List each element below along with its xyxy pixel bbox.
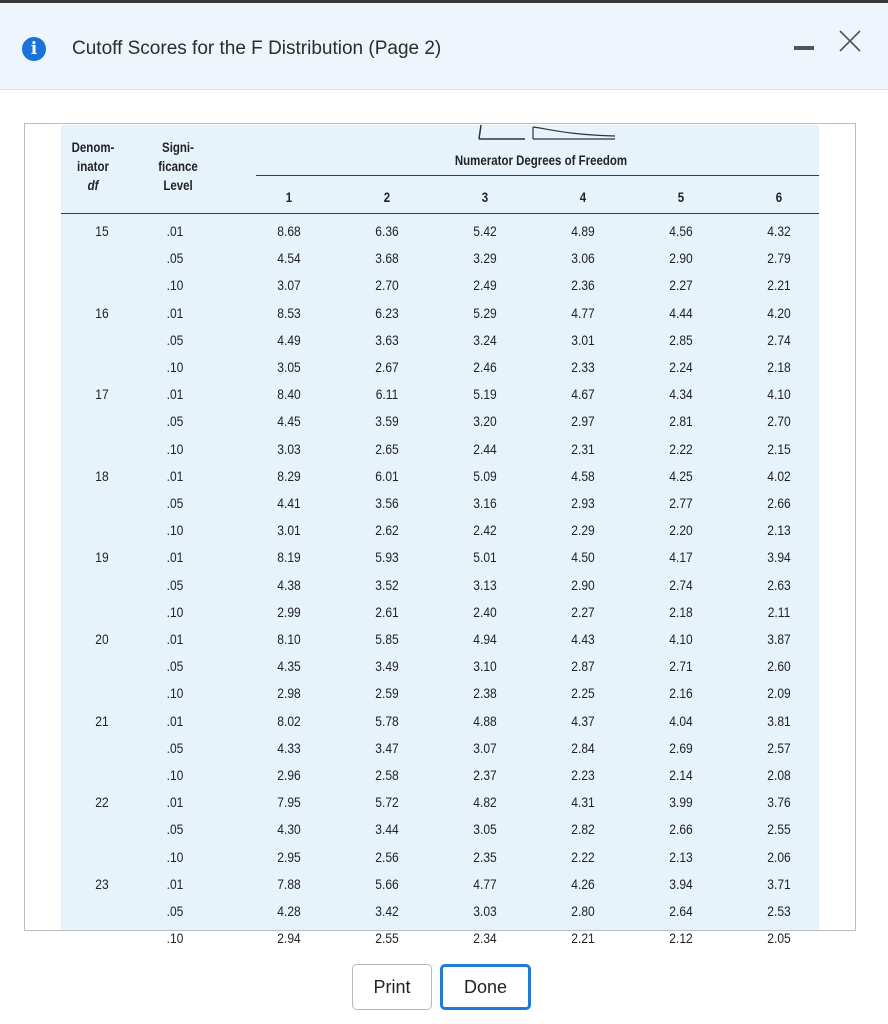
f-cutoff-value: 2.97 [571,413,595,430]
f-cutoff-value: 2.34 [473,930,497,947]
significance-level-cell: .01 [166,875,184,892]
numerator-column-header: 5 [677,189,685,205]
f-cutoff-value: 2.56 [375,848,399,865]
f-cutoff-value: 5.01 [473,549,497,566]
f-cutoff-value: 6.01 [375,467,399,484]
f-cutoff-value: 2.08 [767,767,791,783]
numerator-column-header: 2 [383,189,391,205]
f-cutoff-value: 2.87 [571,658,595,675]
f-cutoff-value: 3.05 [473,821,497,838]
f-cutoff-value: 3.42 [375,903,399,919]
f-cutoff-value: 2.05 [767,930,791,947]
denominator-df-cell: 17 [95,386,109,403]
f-cutoff-value: 2.99 [277,603,301,620]
f-cutoff-value: 2.80 [571,903,595,919]
significance-level-cell: .05 [166,903,184,919]
f-cutoff-value: 3.03 [277,440,301,457]
f-cutoff-value: 2.70 [375,277,399,294]
significance-level-cell: .10 [166,603,184,620]
f-cutoff-value: 2.11 [767,603,791,620]
f-cutoff-value: 2.96 [277,767,301,783]
f-cutoff-value: 2.23 [571,767,595,783]
f-cutoff-value: 4.82 [473,794,497,811]
f-cutoff-value: 2.18 [669,603,693,620]
close-icon [834,25,866,57]
f-cutoff-value: 2.62 [375,522,399,539]
f-cutoff-value: 2.09 [767,685,791,702]
f-cutoff-value: 4.56 [669,223,693,239]
f-cutoff-value: 3.56 [375,495,399,511]
significance-level-cell: .10 [166,930,184,947]
f-cutoff-value: 2.12 [669,930,693,947]
f-cutoff-value: 2.31 [571,440,595,457]
print-button[interactable]: Print [352,964,432,1010]
f-cutoff-value: 3.87 [767,631,791,647]
f-cutoff-value: 4.49 [277,331,301,348]
f-cutoff-value: 3.01 [571,331,595,348]
f-cutoff-value: 3.47 [375,739,399,756]
f-cutoff-value: 2.35 [473,848,497,865]
f-cutoff-value: 2.22 [571,848,595,865]
significance-level-cell: .01 [166,386,184,403]
significance-level-cell: .10 [166,522,184,539]
f-cutoff-value: 2.98 [277,685,301,702]
f-cutoff-value: 2.64 [669,903,693,919]
close-button[interactable] [834,25,866,57]
significance-level-cell: .01 [166,304,184,321]
f-cutoff-value: 4.33 [277,739,301,756]
significance-level-cell: .01 [166,223,184,239]
significance-level-cell: .05 [166,495,184,511]
f-cutoff-value: 2.49 [473,277,497,294]
f-cutoff-value: 3.29 [473,250,497,267]
f-cutoff-value: 4.26 [571,875,595,892]
f-cutoff-value: 5.66 [375,875,399,892]
f-cutoff-value: 2.61 [375,603,399,620]
f-cutoff-value: 3.07 [277,277,301,294]
f-cutoff-value: 2.63 [767,576,791,593]
significance-level-header: Level [163,177,193,193]
significance-level-cell: .10 [166,767,184,783]
f-distribution-curve-icon [479,125,619,143]
f-cutoff-value: 2.36 [571,277,595,294]
f-cutoff-value: 2.85 [669,331,693,348]
f-cutoff-value: 2.60 [767,658,791,675]
f-cutoff-value: 4.02 [767,467,791,484]
f-cutoff-value: 3.99 [669,794,693,811]
f-cutoff-value: 8.40 [277,386,301,403]
f-cutoff-value: 2.79 [767,250,791,267]
significance-level-cell: .01 [166,467,184,484]
f-cutoff-value: 2.74 [669,576,693,593]
f-cutoff-value: 3.01 [277,522,301,539]
f-cutoff-value: 2.40 [473,603,497,620]
f-cutoff-value: 2.37 [473,767,497,783]
f-cutoff-value: 2.22 [669,440,693,457]
f-cutoff-value: 2.94 [277,930,301,947]
significance-level-cell: .01 [166,794,184,811]
f-cutoff-value: 5.19 [473,386,497,403]
f-cutoff-value: 5.93 [375,549,399,566]
f-cutoff-value: 2.59 [375,685,399,702]
f-cutoff-value: 4.28 [277,903,301,919]
f-cutoff-value: 3.16 [473,495,497,511]
minimize-icon [794,46,814,50]
denominator-df-cell: 21 [95,712,109,729]
significance-level-cell: .01 [166,549,184,566]
done-button[interactable]: Done [440,964,531,1010]
f-cutoff-value: 6.11 [375,386,399,403]
f-cutoff-value: 2.84 [571,739,595,756]
f-cutoff-value: 4.35 [277,658,301,675]
f-cutoff-value: 2.25 [571,685,595,702]
f-cutoff-value: 2.69 [669,739,693,756]
f-cutoff-value: 2.66 [669,821,693,838]
f-cutoff-value: 4.32 [767,223,791,239]
f-cutoff-value: 4.94 [473,631,497,647]
f-cutoff-value: 3.20 [473,413,497,430]
f-cutoff-value: 2.21 [767,277,791,294]
f-cutoff-value: 8.68 [277,223,301,239]
f-cutoff-value: 4.37 [571,712,595,729]
f-cutoff-value: 2.82 [571,821,595,838]
significance-level-cell: .01 [166,631,184,647]
f-cutoff-value: 2.71 [669,658,693,675]
f-cutoff-value: 4.25 [669,467,693,484]
header-rule-bottom [61,213,819,214]
significance-level-cell: .05 [166,658,184,675]
denominator-df-cell: 22 [95,794,109,811]
f-cutoff-value: 5.09 [473,467,497,484]
f-cutoff-value: 4.34 [669,386,693,403]
f-cutoff-value: 2.58 [375,767,399,783]
dialog-title: Cutoff Scores for the F Distribution (Page 2) [72,38,442,59]
f-cutoff-value: 3.49 [375,658,399,675]
f-cutoff-value: 3.10 [473,658,497,675]
denominator-df-cell: 15 [95,223,109,239]
significance-level-cell: .05 [166,413,184,430]
f-cutoff-value: 2.27 [669,277,693,294]
f-cutoff-value: 8.53 [277,304,301,321]
f-cutoff-value: 2.67 [375,359,399,375]
f-cutoff-value: 4.45 [277,413,301,430]
f-cutoff-value: 2.06 [767,848,791,865]
f-cutoff-value: 3.76 [767,794,791,811]
f-cutoff-value: 5.42 [473,223,497,239]
significance-level-cell: .10 [166,685,184,702]
f-cutoff-value: 4.31 [571,794,595,811]
denominator-df-cell: 16 [95,304,109,321]
significance-level-cell: .05 [166,821,184,838]
f-cutoff-value: 4.77 [571,304,595,321]
f-cutoff-value: 3.68 [375,250,399,267]
significance-level-header: Signi- [162,139,194,155]
f-cutoff-value: 2.21 [571,930,595,947]
f-cutoff-value: 2.14 [669,767,693,783]
denominator-df-header: inator [77,158,109,174]
f-cutoff-value: 3.71 [767,875,791,892]
f-cutoff-value: 2.65 [375,440,399,457]
f-cutoff-value: 2.24 [669,359,693,375]
f-cutoff-value: 4.10 [669,631,693,647]
significance-level-cell: .05 [166,739,184,756]
f-cutoff-value: 3.59 [375,413,399,430]
f-cutoff-value: 4.89 [571,223,595,239]
f-cutoff-value: 2.13 [767,522,791,539]
f-cutoff-value: 2.42 [473,522,497,539]
f-cutoff-value: 7.95 [277,794,301,811]
denominator-df-cell: 19 [95,549,109,566]
f-cutoff-value: 2.15 [767,440,791,457]
f-cutoff-value: 5.29 [473,304,497,321]
f-cutoff-value: 3.63 [375,331,399,348]
f-cutoff-value: 3.94 [767,549,791,566]
f-cutoff-value: 4.30 [277,821,301,838]
f-cutoff-value: 4.77 [473,875,497,892]
f-cutoff-value: 4.04 [669,712,693,729]
significance-level-cell: .10 [166,440,184,457]
f-cutoff-value: 3.94 [669,875,693,892]
f-cutoff-value: 8.10 [277,631,301,647]
denominator-df-cell: 23 [95,875,109,892]
significance-level-cell: .10 [166,848,184,865]
f-cutoff-value: 2.66 [767,495,791,511]
f-cutoff-value: 2.77 [669,495,693,511]
f-cutoff-value: 4.38 [277,576,301,593]
f-cutoff-value: 2.95 [277,848,301,865]
f-cutoff-value: 2.44 [473,440,497,457]
table-scroll-area[interactable] [24,123,856,947]
f-cutoff-value: 6.23 [375,304,399,321]
denominator-df-cell: 20 [95,631,109,647]
f-cutoff-value: 2.46 [473,359,497,375]
f-cutoff-value: 2.16 [669,685,693,702]
f-cutoff-value: 8.19 [277,549,301,566]
f-cutoff-value: 4.10 [767,386,791,403]
denominator-df-header: df [87,177,99,193]
minimize-button[interactable] [792,39,818,57]
f-cutoff-value: 2.55 [767,821,791,838]
f-cutoff-value: 2.18 [767,359,791,375]
significance-level-cell: .10 [166,277,184,294]
numerator-column-header: 1 [285,189,293,205]
dialog-header [0,3,888,90]
significance-level-header: ficance [158,158,198,174]
numerator-column-header: 6 [775,189,783,205]
f-cutoff-value: 3.13 [473,576,497,593]
f-cutoff-value: 7.88 [277,875,301,892]
f-cutoff-value: 2.29 [571,522,595,539]
f-cutoff-value: 8.02 [277,712,301,729]
f-cutoff-value: 4.67 [571,386,595,403]
f-cutoff-value: 3.07 [473,739,497,756]
significance-level-cell: .10 [166,359,184,375]
f-cutoff-value: 2.90 [571,576,595,593]
numerator-column-header: 3 [481,189,489,205]
f-cutoff-value: 5.85 [375,631,399,647]
f-cutoff-value: 4.54 [277,250,301,267]
f-cutoff-value: 2.74 [767,331,791,348]
info-icon: i [22,37,46,61]
numerator-column-header: 4 [579,189,587,205]
f-cutoff-value: 2.93 [571,495,595,511]
f-cutoff-value: 2.53 [767,903,791,919]
f-table-panel [61,125,819,947]
significance-level-cell: .05 [166,576,184,593]
f-cutoff-value: 4.44 [669,304,693,321]
f-cutoff-value: 2.27 [571,603,595,620]
f-cutoff-value: 4.88 [473,712,497,729]
f-cutoff-value: 2.33 [571,359,595,375]
f-cutoff-value: 3.03 [473,903,497,919]
significance-level-cell: .05 [166,331,184,348]
f-cutoff-value: 2.70 [767,413,791,430]
f-cutoff-value: 4.41 [277,495,301,511]
f-cutoff-value: 4.20 [767,304,791,321]
f-cutoff-value: 3.81 [767,712,791,729]
f-cutoff-value: 2.13 [669,848,693,865]
f-cutoff-value: 5.78 [375,712,399,729]
f-cutoff-value: 3.06 [571,250,595,267]
f-cutoff-value: 4.43 [571,631,595,647]
f-cutoff-value: 4.50 [571,549,595,566]
f-cutoff-value: 3.44 [375,821,399,838]
significance-level-cell: .01 [166,712,184,729]
numerator-df-title: Numerator Degrees of Freedom [454,152,628,168]
f-cutoff-value: 3.52 [375,576,399,593]
header-rule [256,175,819,176]
f-cutoff-value: 2.20 [669,522,693,539]
f-cutoff-value: 2.81 [669,413,693,430]
f-cutoff-value: 2.38 [473,685,497,702]
f-cutoff-value: 2.57 [767,739,791,756]
f-cutoff-value: 2.55 [375,930,399,947]
significance-level-cell: .05 [166,250,184,267]
f-cutoff-value: 4.58 [571,467,595,484]
f-cutoff-value: 5.72 [375,794,399,811]
f-cutoff-value: 6.36 [375,223,399,239]
f-cutoff-value: 3.05 [277,359,301,375]
denominator-df-header: Denom- [71,139,115,155]
f-cutoff-value: 8.29 [277,467,301,484]
denominator-df-cell: 18 [95,467,109,484]
f-cutoff-value: 4.17 [669,549,693,566]
f-cutoff-value: 2.90 [669,250,693,267]
f-cutoff-value: 3.24 [473,331,497,348]
